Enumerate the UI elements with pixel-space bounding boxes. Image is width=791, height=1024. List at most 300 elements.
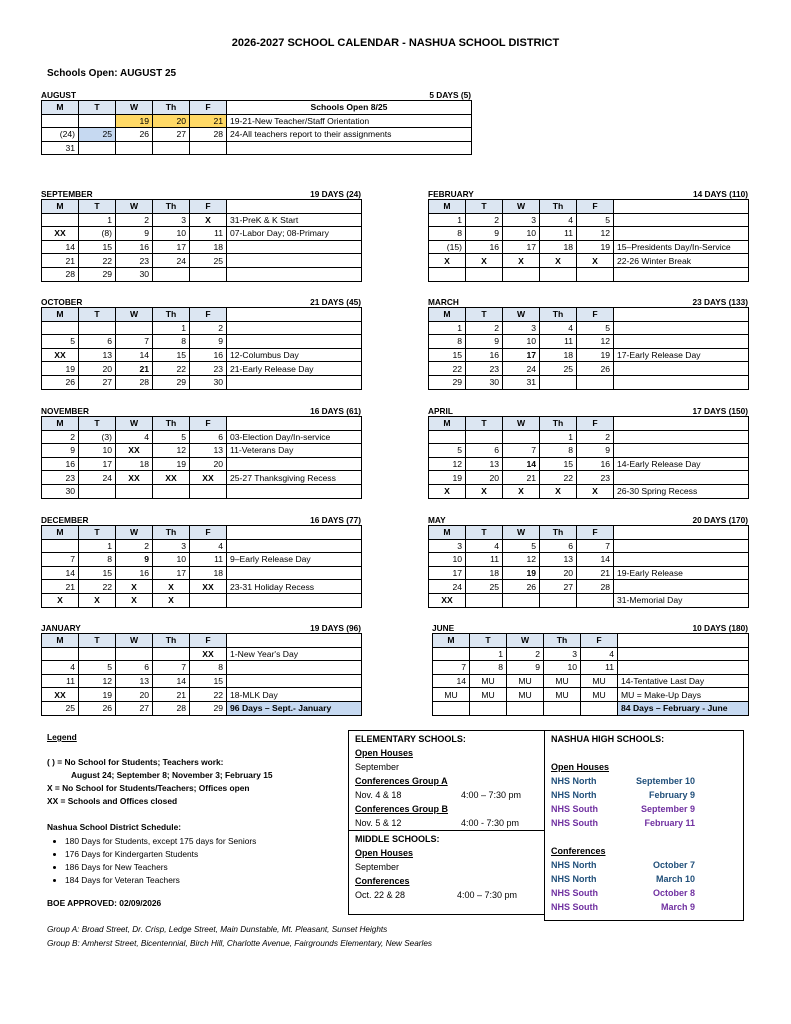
schedule-item: • 186 Days for New Teachers bbox=[65, 861, 256, 874]
day-cell: 23 bbox=[190, 362, 227, 376]
day-cell: 30 bbox=[190, 375, 227, 389]
week-note bbox=[614, 335, 749, 349]
day-cell: 8 bbox=[429, 335, 466, 349]
week-note bbox=[614, 227, 749, 241]
week-note bbox=[614, 471, 749, 485]
week-note: 23-31 Holiday Recess bbox=[227, 580, 362, 594]
weekday-header: Th bbox=[544, 634, 581, 648]
week-note bbox=[227, 457, 362, 471]
day-cell: X bbox=[116, 580, 153, 594]
weekday-header: F bbox=[581, 634, 618, 648]
day-cell: 7 bbox=[42, 553, 79, 567]
nhs-school: NHS North bbox=[551, 860, 597, 870]
day-cell: 25 bbox=[42, 701, 79, 715]
month-name: JANUARY bbox=[41, 623, 81, 633]
nhs-school: NHS North bbox=[551, 790, 597, 800]
week-note: 31-PreK & K Start bbox=[227, 213, 362, 227]
day-cell: 27 bbox=[540, 580, 577, 594]
day-cell: XX bbox=[153, 471, 190, 485]
day-cell: 9 bbox=[116, 227, 153, 241]
week-row bbox=[433, 674, 749, 688]
day-cell bbox=[42, 213, 79, 227]
day-cell: X bbox=[503, 484, 540, 498]
month-header-note bbox=[614, 200, 749, 214]
day-cell bbox=[79, 321, 116, 335]
day-cell bbox=[503, 267, 540, 281]
month-september bbox=[41, 189, 361, 282]
day-cell: 5 bbox=[153, 430, 190, 444]
legend-parentheses-note: ( ) = No School for Students; Teachers work: bbox=[47, 757, 224, 767]
day-cell: 19 bbox=[577, 348, 614, 362]
day-cell: 1 bbox=[470, 647, 507, 661]
weekday-header: Th bbox=[153, 634, 190, 648]
month-day-count: 17 DAYS (150) bbox=[692, 406, 748, 416]
day-cell: 9 bbox=[190, 335, 227, 349]
elementary-open-houses: Open Houses bbox=[355, 748, 414, 758]
day-cell bbox=[577, 375, 614, 389]
day-cell: 14 bbox=[503, 457, 540, 471]
week-row bbox=[42, 661, 362, 675]
month-table bbox=[428, 199, 749, 282]
day-cell: 7 bbox=[577, 539, 614, 553]
week-row bbox=[42, 254, 362, 268]
day-cell: 27 bbox=[79, 375, 116, 389]
middle-title: MIDDLE SCHOOLS: bbox=[355, 834, 440, 844]
day-cell: 19 bbox=[577, 240, 614, 254]
week-row bbox=[42, 362, 362, 376]
day-cell: 21 bbox=[503, 471, 540, 485]
day-cell: MU bbox=[470, 674, 507, 688]
nhs-school: NHS South bbox=[551, 804, 598, 814]
week-row bbox=[42, 348, 362, 362]
day-cell: 7 bbox=[503, 444, 540, 458]
week-row bbox=[42, 701, 362, 715]
day-cell: 12 bbox=[577, 227, 614, 241]
day-cell: 5 bbox=[577, 321, 614, 335]
weekday-header-row bbox=[42, 308, 362, 322]
week-note: 26-30 Spring Recess bbox=[614, 484, 749, 498]
weekday-header: T bbox=[470, 634, 507, 648]
week-row bbox=[429, 553, 749, 567]
legend-title: Legend bbox=[47, 732, 77, 742]
week-row bbox=[433, 661, 749, 675]
day-cell: 15 bbox=[153, 348, 190, 362]
day-cell: 22 bbox=[190, 688, 227, 702]
day-cell bbox=[42, 647, 79, 661]
month-day-count: 20 DAYS (170) bbox=[692, 515, 748, 525]
day-cell: 12 bbox=[577, 335, 614, 349]
day-cell: XX bbox=[42, 688, 79, 702]
day-cell: 30 bbox=[116, 267, 153, 281]
day-cell: 22 bbox=[79, 254, 116, 268]
month-header-note bbox=[618, 634, 749, 648]
month-day-count: 16 DAYS (61) bbox=[310, 406, 361, 416]
weekday-header: M bbox=[42, 417, 79, 431]
month-header-note bbox=[614, 526, 749, 540]
day-cell: 3 bbox=[153, 213, 190, 227]
month-header bbox=[428, 297, 748, 307]
day-cell: 21 bbox=[116, 362, 153, 376]
month-table bbox=[428, 307, 749, 390]
day-cell bbox=[79, 647, 116, 661]
month-name: NOVEMBER bbox=[41, 406, 89, 416]
day-cell: 9 bbox=[42, 444, 79, 458]
week-note bbox=[614, 539, 749, 553]
elementary-title: ELEMENTARY SCHOOLS: bbox=[355, 734, 466, 744]
weekday-header: T bbox=[79, 101, 116, 115]
weekday-header-row bbox=[433, 634, 749, 648]
day-cell: 15 bbox=[190, 674, 227, 688]
week-note bbox=[227, 267, 362, 281]
day-cell: 28 bbox=[116, 375, 153, 389]
day-cell: 9 bbox=[116, 553, 153, 567]
day-cell: 19 bbox=[42, 362, 79, 376]
month-name: JUNE bbox=[432, 623, 455, 633]
day-cell: 6 bbox=[116, 661, 153, 675]
month-day-count: 21 DAYS (45) bbox=[310, 297, 361, 307]
day-cell: XX bbox=[190, 580, 227, 594]
day-cell: 18 bbox=[540, 240, 577, 254]
weekday-header-row bbox=[42, 417, 362, 431]
day-cell bbox=[153, 141, 190, 155]
legend-x-note: X = No School for Students/Teachers; Offices open bbox=[47, 783, 250, 793]
day-cell: XX bbox=[116, 444, 153, 458]
weekday-header: T bbox=[466, 200, 503, 214]
month-table bbox=[41, 633, 362, 716]
day-cell: 14 bbox=[433, 674, 470, 688]
day-cell: X bbox=[429, 484, 466, 498]
day-cell: 26 bbox=[116, 128, 153, 142]
day-cell bbox=[190, 484, 227, 498]
day-cell bbox=[466, 430, 503, 444]
month-june bbox=[432, 623, 748, 716]
weekday-header: W bbox=[116, 101, 153, 115]
day-cell: MU bbox=[544, 674, 581, 688]
weekday-header: M bbox=[429, 417, 466, 431]
day-cell: 3 bbox=[544, 647, 581, 661]
week-row bbox=[42, 647, 362, 661]
week-note bbox=[614, 375, 749, 389]
day-cell bbox=[433, 647, 470, 661]
day-cell: 14 bbox=[42, 240, 79, 254]
week-note bbox=[227, 674, 362, 688]
weekday-header: W bbox=[503, 526, 540, 540]
day-cell: 17 bbox=[503, 240, 540, 254]
day-cell: 10 bbox=[429, 553, 466, 567]
day-cell: 28 bbox=[190, 128, 227, 142]
day-cell bbox=[544, 701, 581, 715]
day-cell: XX bbox=[190, 471, 227, 485]
week-row bbox=[429, 375, 749, 389]
day-cell bbox=[116, 484, 153, 498]
month-day-count: 14 DAYS (110) bbox=[692, 189, 748, 199]
day-cell: 1 bbox=[79, 213, 116, 227]
day-cell: 16 bbox=[190, 348, 227, 362]
day-cell: 30 bbox=[466, 375, 503, 389]
day-cell bbox=[503, 593, 540, 607]
month-header-note bbox=[227, 308, 362, 322]
day-cell: 29 bbox=[153, 375, 190, 389]
footer-group-b: Group B: Amherst Street, Bicentennial, Birch Hill, Charlotte Avenue, Fairgrounds Elementary, New Searles bbox=[47, 939, 432, 948]
day-cell: 4 bbox=[581, 647, 618, 661]
day-cell: 15 bbox=[540, 457, 577, 471]
day-cell: 21 bbox=[153, 688, 190, 702]
week-note: 22-26 Winter Break bbox=[614, 254, 749, 268]
day-cell: 5 bbox=[503, 539, 540, 553]
weekday-header: T bbox=[79, 634, 116, 648]
page-title: 2026-2027 SCHOOL CALENDAR - NASHUA SCHOOL DISTRICT bbox=[231, 37, 560, 49]
week-note: 03-Election Day/In-service bbox=[227, 430, 362, 444]
day-cell: MU bbox=[544, 688, 581, 702]
day-cell: 4 bbox=[540, 321, 577, 335]
day-cell: 23 bbox=[116, 254, 153, 268]
day-cell bbox=[190, 141, 227, 155]
day-cell bbox=[190, 593, 227, 607]
weekday-header: T bbox=[79, 526, 116, 540]
week-row bbox=[429, 430, 749, 444]
month-day-count: 10 DAYS (180) bbox=[692, 623, 748, 633]
middle-conferences: Conferences bbox=[355, 876, 410, 886]
week-note bbox=[618, 647, 749, 661]
weekday-header-row bbox=[42, 526, 362, 540]
day-cell: 19 bbox=[429, 471, 466, 485]
month-day-count: 5 DAYS (5) bbox=[429, 90, 471, 100]
day-cell: 1 bbox=[429, 213, 466, 227]
nhs-date: October 8 bbox=[652, 888, 695, 898]
day-cell: 2 bbox=[466, 321, 503, 335]
nhs-date: October 7 bbox=[652, 860, 695, 870]
schools-open-label: Schools Open: AUGUST 25 bbox=[47, 68, 177, 79]
day-cell bbox=[540, 267, 577, 281]
day-cell bbox=[190, 267, 227, 281]
month-august bbox=[41, 90, 471, 155]
month-may bbox=[428, 515, 748, 608]
month-day-count: 19 DAYS (96) bbox=[310, 623, 361, 633]
day-cell: 24 bbox=[79, 471, 116, 485]
high-conferences: Conferences bbox=[551, 846, 606, 856]
day-cell: 14 bbox=[577, 553, 614, 567]
weekday-header: T bbox=[466, 308, 503, 322]
week-note bbox=[227, 321, 362, 335]
week-row bbox=[433, 688, 749, 702]
day-cell: 2 bbox=[116, 539, 153, 553]
day-cell: 20 bbox=[540, 566, 577, 580]
week-note bbox=[614, 553, 749, 567]
day-cell: 19 bbox=[79, 688, 116, 702]
day-cell: 20 bbox=[190, 457, 227, 471]
week-row bbox=[429, 267, 749, 281]
day-cell: 12 bbox=[153, 444, 190, 458]
day-cell: 18 bbox=[116, 457, 153, 471]
day-cell: X bbox=[79, 593, 116, 607]
weekday-header: M bbox=[42, 526, 79, 540]
day-cell: X bbox=[116, 593, 153, 607]
day-cell: 25 bbox=[540, 362, 577, 376]
elementary-oh-month: September bbox=[355, 762, 400, 772]
weekday-header: Th bbox=[153, 101, 190, 115]
week-row bbox=[42, 457, 362, 471]
nhs-school: NHS South bbox=[551, 818, 598, 828]
weekday-header: W bbox=[503, 308, 540, 322]
day-cell: 25 bbox=[79, 128, 116, 142]
week-row bbox=[429, 580, 749, 594]
day-cell: 26 bbox=[42, 375, 79, 389]
week-note bbox=[227, 484, 362, 498]
weekday-header: F bbox=[190, 101, 227, 115]
week-note bbox=[614, 444, 749, 458]
day-cell: 12 bbox=[503, 553, 540, 567]
weekday-header: F bbox=[577, 200, 614, 214]
week-row bbox=[429, 484, 749, 498]
week-note: 25-27 Thanksgiving Recess bbox=[227, 471, 362, 485]
week-note: 31-Memorial Day bbox=[614, 593, 749, 607]
weekday-header: W bbox=[116, 417, 153, 431]
week-row bbox=[42, 688, 362, 702]
day-cell bbox=[429, 430, 466, 444]
day-cell: 13 bbox=[466, 457, 503, 471]
weekday-header: M bbox=[42, 634, 79, 648]
day-cell: 16 bbox=[466, 348, 503, 362]
legend-teacher-work-dates: August 24; September 8; November 3; February 15 bbox=[71, 770, 273, 780]
day-cell: 29 bbox=[190, 701, 227, 715]
day-cell: 9 bbox=[466, 227, 503, 241]
day-cell: 1 bbox=[540, 430, 577, 444]
day-cell: 19 bbox=[116, 114, 153, 128]
week-row bbox=[429, 213, 749, 227]
day-cell: 20 bbox=[466, 471, 503, 485]
day-cell: 4 bbox=[190, 539, 227, 553]
month-header-note bbox=[227, 526, 362, 540]
day-cell: 7 bbox=[433, 661, 470, 675]
month-table bbox=[41, 100, 472, 155]
week-row bbox=[42, 321, 362, 335]
day-cell: MU bbox=[433, 688, 470, 702]
weekday-header: F bbox=[577, 526, 614, 540]
weekday-header: W bbox=[507, 634, 544, 648]
day-cell: 8 bbox=[153, 335, 190, 349]
conf-b-dates: Nov. 5 & 12 bbox=[355, 818, 402, 828]
week-row bbox=[433, 647, 749, 661]
weekday-header: F bbox=[577, 308, 614, 322]
week-note bbox=[227, 141, 472, 155]
week-row bbox=[42, 375, 362, 389]
day-cell: X bbox=[577, 484, 614, 498]
week-row bbox=[42, 674, 362, 688]
month-name: MARCH bbox=[428, 297, 459, 307]
week-row bbox=[429, 539, 749, 553]
month-header-note: Schools Open 8/25 bbox=[227, 101, 472, 115]
day-cell: 30 bbox=[42, 484, 79, 498]
week-note: 18-MLK Day bbox=[227, 688, 362, 702]
weekday-header: M bbox=[42, 200, 79, 214]
weekday-header: W bbox=[503, 417, 540, 431]
weekday-header: Th bbox=[540, 200, 577, 214]
weekday-header: W bbox=[503, 200, 540, 214]
day-cell bbox=[503, 430, 540, 444]
weekday-header: F bbox=[577, 417, 614, 431]
weekday-header: F bbox=[190, 417, 227, 431]
day-cell: 22 bbox=[429, 362, 466, 376]
week-note: 19-21-New Teacher/Staff Orientation bbox=[227, 114, 472, 128]
nhs-date: February 11 bbox=[644, 818, 695, 828]
day-cell: 11 bbox=[581, 661, 618, 675]
conf-a-dates: Nov. 4 & 18 bbox=[355, 790, 402, 800]
day-cell: 31 bbox=[42, 141, 79, 155]
day-cell: XX bbox=[42, 227, 79, 241]
day-cell: 23 bbox=[42, 471, 79, 485]
day-cell: X bbox=[153, 593, 190, 607]
week-row bbox=[42, 539, 362, 553]
day-cell bbox=[116, 647, 153, 661]
week-note: 14-Tentative Last Day bbox=[618, 674, 749, 688]
day-cell: 8 bbox=[190, 661, 227, 675]
middle-conf-dates: Oct. 22 & 28 bbox=[355, 890, 406, 900]
day-cell: 17 bbox=[429, 566, 466, 580]
legend-xx-note: XX = Schools and Offices closed bbox=[47, 796, 178, 806]
month-header bbox=[41, 297, 361, 307]
week-row bbox=[42, 114, 472, 128]
boe-approved: BOE APPROVED: 02/09/2026 bbox=[47, 898, 162, 908]
day-cell: 13 bbox=[116, 674, 153, 688]
week-row bbox=[42, 580, 362, 594]
week-note bbox=[227, 593, 362, 607]
weekday-header: Th bbox=[153, 200, 190, 214]
weekday-header: T bbox=[79, 200, 116, 214]
day-cell: XX bbox=[42, 348, 79, 362]
day-cell: 2 bbox=[466, 213, 503, 227]
week-row bbox=[429, 335, 749, 349]
weekday-header: W bbox=[116, 526, 153, 540]
day-cell bbox=[153, 267, 190, 281]
week-note: 15–Presidents Day/In-Service bbox=[614, 240, 749, 254]
day-cell bbox=[577, 593, 614, 607]
weekday-header: T bbox=[466, 526, 503, 540]
day-cell: 4 bbox=[116, 430, 153, 444]
week-note bbox=[614, 580, 749, 594]
day-cell: 20 bbox=[116, 688, 153, 702]
month-april bbox=[428, 406, 748, 499]
month-name: SEPTEMBER bbox=[41, 189, 93, 199]
day-cell: 16 bbox=[466, 240, 503, 254]
week-note bbox=[614, 267, 749, 281]
week-note: 21-Early Release Day bbox=[227, 362, 362, 376]
conferences-group-b: Conferences Group B bbox=[355, 804, 449, 814]
week-row bbox=[42, 484, 362, 498]
day-cell bbox=[429, 267, 466, 281]
week-note: 96 Days – Sept.- January bbox=[227, 701, 362, 715]
month-name: DECEMBER bbox=[41, 515, 89, 525]
day-cell: 4 bbox=[540, 213, 577, 227]
week-note bbox=[614, 321, 749, 335]
day-cell: 4 bbox=[466, 539, 503, 553]
conferences-group-a: Conferences Group A bbox=[355, 776, 448, 786]
week-note bbox=[227, 566, 362, 580]
day-cell: 1 bbox=[79, 539, 116, 553]
month-table bbox=[428, 416, 749, 499]
week-row bbox=[42, 128, 472, 142]
week-row bbox=[42, 227, 362, 241]
month-table bbox=[428, 525, 749, 608]
week-row bbox=[42, 471, 362, 485]
day-cell: 10 bbox=[79, 444, 116, 458]
day-cell: 21 bbox=[42, 254, 79, 268]
weekday-header: W bbox=[116, 308, 153, 322]
day-cell: 9 bbox=[466, 335, 503, 349]
day-cell: 5 bbox=[42, 335, 79, 349]
day-cell: 4 bbox=[42, 661, 79, 675]
day-cell: 15 bbox=[79, 240, 116, 254]
day-cell: 9 bbox=[507, 661, 544, 675]
